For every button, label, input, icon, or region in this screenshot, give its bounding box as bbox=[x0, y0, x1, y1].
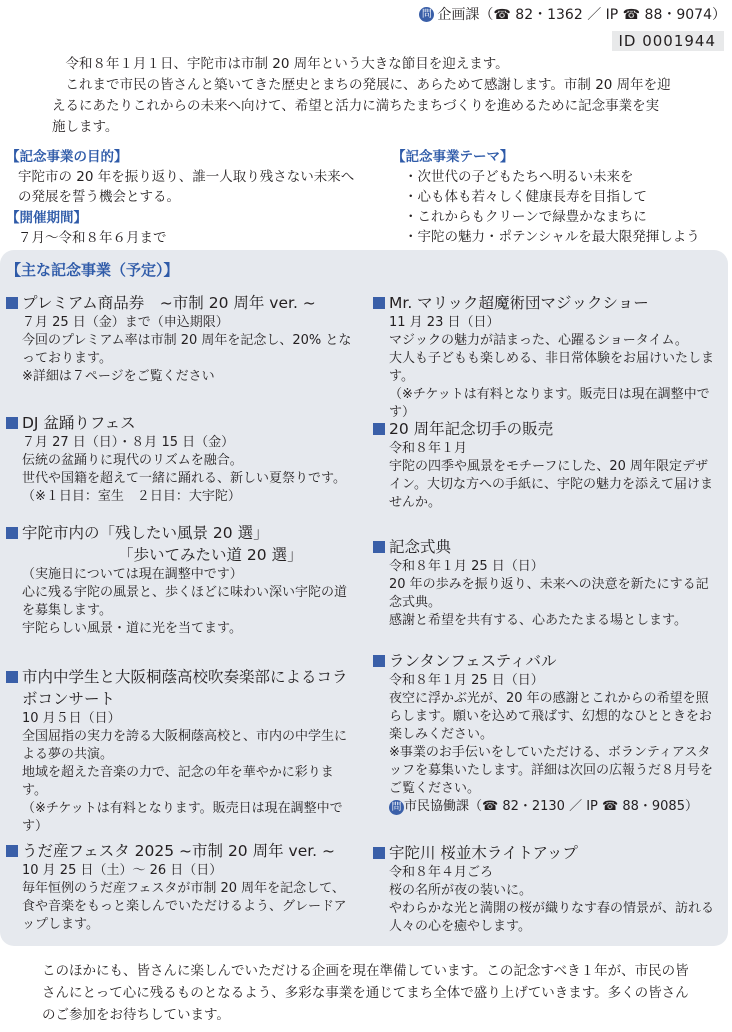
event-text: 感謝と希望を共有する、心あたたまる場とします。 bbox=[389, 613, 687, 628]
event-date: 令和８年１月 25 日（日） bbox=[389, 673, 544, 688]
event-date: 10 月５日（日） bbox=[22, 711, 121, 726]
event-text: 地域を超えた音楽の力で、記念の年を華やかに彩ります。 bbox=[22, 765, 334, 798]
theme-item: ・次世代の子どもたちへ明るい未来を bbox=[404, 169, 634, 185]
event-note: （※１日目：室生 ２日目：大宇陀） bbox=[22, 489, 241, 504]
event-title: 市内中学生と大阪桐蔭高校吹奏楽部によるコラボコンサート bbox=[22, 668, 348, 708]
event-title: Mr. マリック超魔術団マジックショー bbox=[389, 294, 649, 312]
event-title: DJ 盆踊りフェス bbox=[22, 414, 136, 432]
event-contact bbox=[389, 798, 719, 816]
event-udasan-festa bbox=[6, 840, 352, 934]
bullet-square-icon bbox=[6, 417, 18, 429]
event-stamp-sale bbox=[373, 418, 719, 512]
event-title: 宇陀市内の「残したい風景 20 選」 bbox=[22, 524, 269, 542]
bullet-square-icon bbox=[373, 541, 385, 553]
bullet-square-icon bbox=[6, 297, 18, 309]
event-text: 宇陀らしい風景・道に光を当てます。 bbox=[22, 621, 242, 636]
event-scenery-20 bbox=[6, 522, 352, 638]
theme-heading: 【記念事業テーマ】 bbox=[392, 149, 514, 165]
event-text: 世代や国籍を超えて一緒に踊れる、新しい夏祭りです。 bbox=[22, 471, 346, 486]
event-text: 全国屈指の実力を誇る大阪桐蔭高校と、市内の中学生による夢の共演。 bbox=[22, 729, 348, 762]
period-heading: 【開催期間】 bbox=[6, 210, 87, 226]
event-date: 10 月 25 日（土）〜 26 日（日） bbox=[22, 863, 223, 878]
event-note: （※チケットは有料となります。販売日は現在調整中です） bbox=[22, 801, 343, 834]
event-title: プレミアム商品券 ~市制 20 周年 ver. ~ bbox=[22, 294, 316, 312]
period-body: ７月〜令和８年６月まで bbox=[18, 230, 167, 246]
event-title: うだ産フェスタ 2025 ~市制 20 周年 ver. ~ bbox=[22, 842, 336, 860]
event-text: 夜空に浮かぶ光が、20 年の感謝とこれからの希望を照らします。願いを込めて飛ばす、幻想的なひとときをお楽しみください。 bbox=[389, 691, 712, 742]
closing-paragraph: このほかにも、皆さんに楽しんでいただける企画を現在準備しています。この記念すべき１年が、市民の皆さんにとって心に残るものとなるよう、多彩な事業を通じてまち全体で盛り上げていきます。多くの皆さんのご参加をお待ちしています。 bbox=[42, 963, 689, 1023]
event-text: 伝統の盆踊りに現代のリズムを融合。 bbox=[22, 453, 243, 468]
inquiry-icon: 問 bbox=[389, 800, 404, 815]
theme-item: ・宇陀の魅力・ポテンシャルを最大限発揮しよう bbox=[404, 229, 700, 245]
event-sakura-lightup bbox=[373, 842, 719, 936]
bullet-square-icon bbox=[373, 655, 385, 667]
theme-item: ・これからもクリーンで緑豊かなまちに bbox=[404, 209, 647, 225]
theme-list bbox=[392, 167, 732, 247]
events-heading: 【主な記念事業（予定）】 bbox=[6, 261, 179, 279]
event-title: 記念式典 bbox=[389, 538, 452, 556]
page-id: ID 0001944 bbox=[612, 31, 724, 51]
intro-paragraph-1: 令和８年１月１日、宇陀市は市制 20 周年という大きな節目を迎えます。 bbox=[65, 56, 509, 72]
event-note: （※チケットは有料となります。販売日は現在調整中です） bbox=[389, 387, 710, 420]
bullet-square-icon bbox=[373, 297, 385, 309]
event-date: 11 月 23 日（日） bbox=[389, 315, 500, 330]
event-text: 今回のプレミアム率は市制 20 周年を記念し、20% となっております。 bbox=[22, 333, 352, 366]
event-text: 20 年の歩みを振り返り、未来への決意を新たにする記念式典。 bbox=[389, 577, 709, 610]
closing-text bbox=[42, 960, 692, 1026]
bullet-square-icon bbox=[6, 527, 18, 539]
contact-info bbox=[419, 4, 726, 24]
purpose-section bbox=[6, 147, 366, 207]
event-title-line2: 「歩いてみたい道 20 選」 bbox=[118, 546, 303, 564]
event-premium-voucher bbox=[6, 292, 352, 386]
event-title: 20 周年記念切手の販売 bbox=[389, 420, 554, 438]
event-text: 桜の名所が夜の装いに。 bbox=[389, 883, 533, 898]
event-text: 大人も子どもも楽しめる、非日常体験をお届けいたします。 bbox=[389, 351, 715, 384]
event-contact-text: 市民協働課（☎ 82・2130 ／ IP ☎ 88・9085） bbox=[404, 799, 698, 814]
event-date: 令和８年４月ごろ bbox=[389, 865, 494, 880]
event-dj-bon-odori bbox=[6, 412, 352, 506]
bullet-square-icon bbox=[6, 671, 18, 683]
event-title: ランタンフェスティバル bbox=[389, 652, 557, 670]
event-title: 宇陀川 桜並木ライトアップ bbox=[389, 844, 578, 862]
event-note: ※詳細は７ページをご覧ください bbox=[22, 369, 215, 384]
purpose-heading: 【記念事業の目的】 bbox=[6, 149, 128, 165]
event-date: 令和８年１月 25 日（日） bbox=[389, 559, 544, 574]
event-ceremony bbox=[373, 536, 719, 630]
event-text: やわらかな光と満開の桜が織りなす春の情景が、訪れる人々の心を癒やします。 bbox=[389, 901, 715, 934]
inquiry-icon: 問 bbox=[419, 7, 434, 22]
event-date: 令和８年１月 bbox=[389, 441, 468, 456]
event-text: 心に残る宇陀の風景と、歩くほどに味わい深い宇陀の道を募集します。 bbox=[22, 585, 348, 618]
event-collab-concert bbox=[6, 666, 352, 836]
event-date: ７月 27 日（日）・８月 15 日（金） bbox=[22, 435, 235, 450]
event-lantern-festival bbox=[373, 650, 719, 816]
intro-paragraph-2: これまで市民の皆さんと築いてきた歴史とまちの発展に、あらためて感謝します。市制 20 周年を迎えるにあたりこれからの未来へ向けて、希望と活力に満ちたまちづくりを進めるために記念事業を実施します。 bbox=[52, 77, 671, 135]
bullet-square-icon bbox=[6, 845, 18, 857]
theme-item: ・心も体も若々しく健康長寿を目指して bbox=[404, 189, 647, 205]
bullet-square-icon bbox=[373, 423, 385, 435]
contact-text: 企画課（☎ 82・1362 ／ IP ☎ 88・9074） bbox=[437, 7, 726, 23]
theme-section bbox=[392, 147, 732, 247]
period-section bbox=[6, 208, 167, 248]
event-text: 宇陀の四季や風景をモチーフにした、20 周年限定デザイン。大切な方への手紙に、宇陀の魅力を添えて届けませんか。 bbox=[389, 459, 713, 510]
event-note: ※事業のお手伝いをしていただける、ボランティアスタッフを募集いたします。詳細は次回の広報うだ８月号をご覧ください。 bbox=[389, 745, 713, 796]
event-text: 毎年恒例のうだ産フェスタが市制 20 周年を記念して、食や音楽をもっと楽しんでいただけるよう、グレードアップします。 bbox=[22, 881, 347, 932]
event-text: マジックの魅力が詰まった、心躍るショータイム。 bbox=[389, 333, 688, 348]
event-magic-show bbox=[373, 292, 719, 422]
bullet-square-icon bbox=[373, 847, 385, 859]
intro-text bbox=[52, 54, 672, 138]
event-date: （実施日については現在調整中です） bbox=[22, 567, 243, 582]
event-date: ７月 25 日（金）まで（申込期限） bbox=[22, 315, 229, 330]
purpose-body: 宇陀市の 20 年を振り返り、誰一人取り残さない未来への発展を誓う機会とする。 bbox=[18, 169, 355, 205]
